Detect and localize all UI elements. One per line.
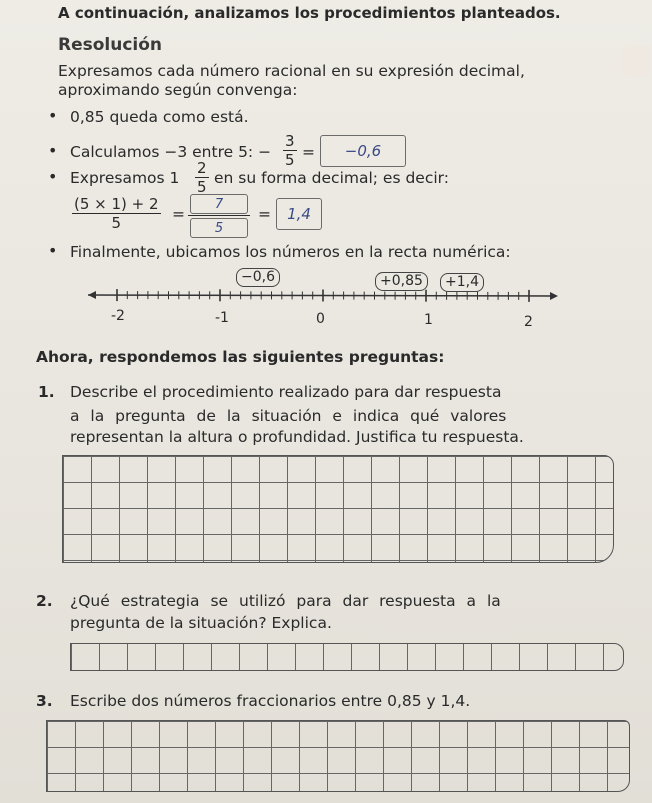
question-1-line3: representan la altura o profundidad. Justifica tu respuesta.: [70, 428, 524, 446]
answer-grid-question-3[interactable]: [46, 720, 630, 792]
tick-label-minus-two: -2: [111, 308, 125, 324]
resolution-paragraph-line1: Expresamos cada número racional en su expresión decimal,: [58, 62, 525, 80]
question-2-line2: pregunta de la situación? Explica.: [70, 614, 332, 632]
questions-heading: Ahora, respondemos las siguientes preguntas:: [36, 348, 445, 366]
answer-box-decimal[interactable]: 1,4: [276, 198, 322, 230]
fraction-numerator: 2: [197, 159, 207, 177]
answer-row-question-2[interactable]: [70, 643, 624, 671]
answer-grid-question-1[interactable]: [62, 455, 614, 563]
bullet-1: • 0,85 queda como está.: [70, 108, 249, 126]
question-1-line2: a la pregunta de la situación e indica qué valores: [70, 407, 507, 425]
number-line-left-arrow: [88, 291, 96, 299]
question-2-number: 2.: [36, 592, 53, 610]
question-1-number: 1.: [38, 383, 55, 401]
tag-negative-0-6: −0,6: [236, 268, 280, 287]
question-1-line1: Describe el procedimiento realizado para dar respuesta: [70, 383, 502, 401]
expression-denominator: 5: [111, 214, 122, 232]
intro-text: A continuación, analizamos los procedimientos planteados.: [58, 4, 561, 22]
tick-label-zero: 0: [316, 311, 325, 327]
number-line: [0, 0, 652, 340]
number-line-right-arrow: [550, 292, 558, 300]
fraction-numerator: 3: [285, 132, 295, 150]
tick-label-two: 2: [524, 314, 533, 330]
tag-positive-1-4: +1,4: [440, 273, 484, 292]
answer-box-numerator[interactable]: 7: [190, 194, 248, 214]
bullet-2-equals: =: [302, 143, 315, 161]
question-3-line1: Escribe dos números fraccionarios entre 0,85 y 1,4.: [70, 692, 471, 710]
question-3-number: 3.: [36, 692, 53, 710]
tick-label-one: 1: [424, 312, 433, 328]
fraction-denominator: 5: [285, 151, 295, 169]
resolution-paragraph-line2: aproximando según convenga:: [58, 81, 298, 99]
bullet-3-text-end: en su forma decimal; es decir:: [214, 169, 449, 187]
equals-sign-2: =: [258, 205, 271, 223]
answer-box-negative-decimal[interactable]: −0,6: [320, 135, 406, 167]
expression-numerator: (5 × 1) + 2: [74, 195, 159, 213]
equals-sign-1: =: [172, 205, 185, 223]
resolution-heading: Resolución: [58, 35, 163, 55]
bullet-2-text: • Calculamos −3 entre 5: −: [70, 143, 271, 161]
tag-positive-0-85: +0,85: [375, 272, 428, 291]
answer-box-denominator[interactable]: 5: [190, 218, 248, 238]
tick-label-minus-one: -1: [215, 310, 229, 326]
bullet-4: • Finalmente, ubicamos los números en la recta numérica:: [70, 243, 511, 261]
fraction-denominator: 5: [197, 178, 207, 196]
bullet-3-text-start: • Expresamos 1: [70, 169, 179, 187]
question-2-line1: ¿Qué estrategia se utilizó para dar respuesta a la: [70, 592, 501, 610]
